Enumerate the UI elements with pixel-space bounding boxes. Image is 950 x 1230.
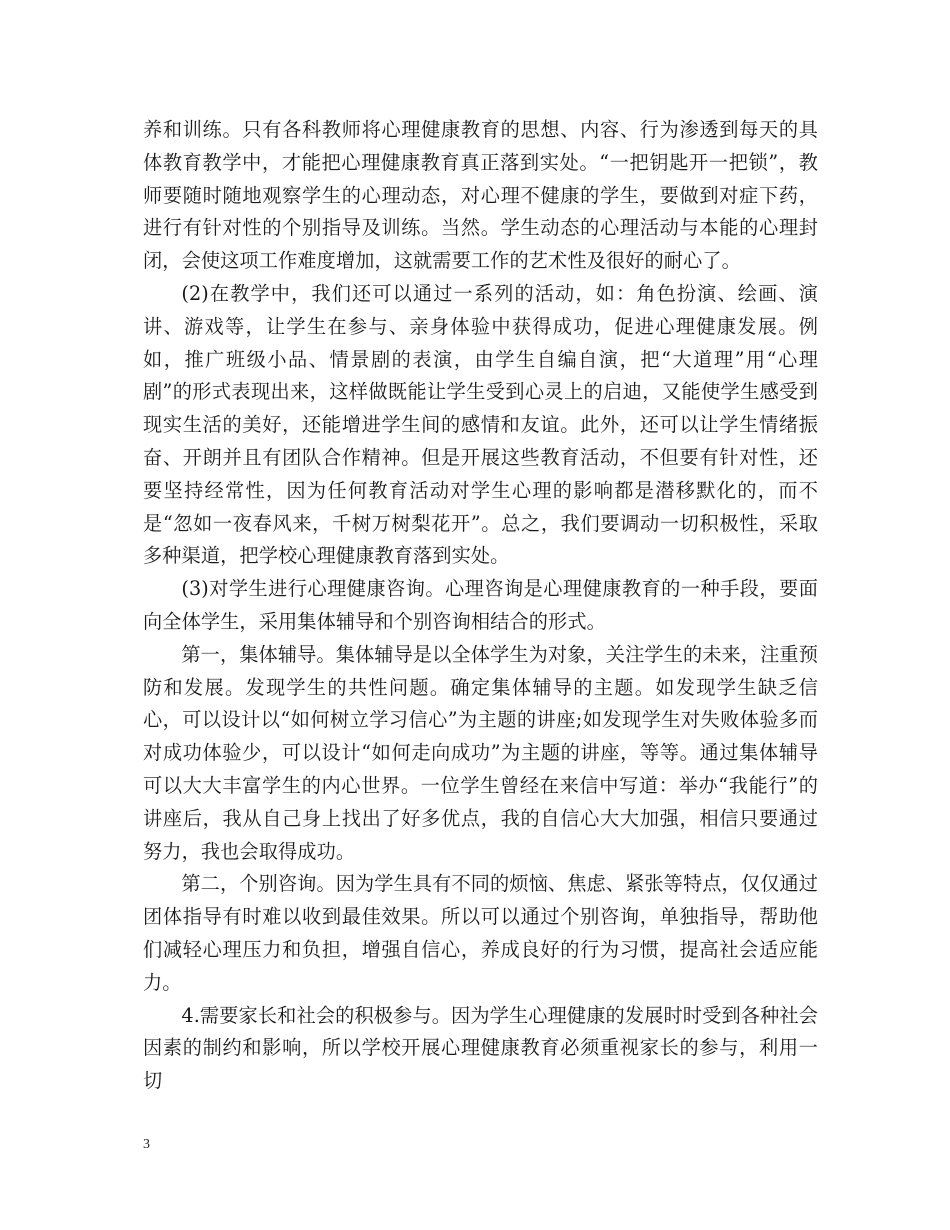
paragraph-parents-society: 4.需要家长和社会的积极参与。因为学生心理健康的发展时时受到各种社会因素的制约和影响，所以学校开展心理健康教育必须重视家长的参与，利用一切 [143, 1003, 818, 1093]
body-text [143, 114, 818, 1098]
paragraph-continuation: 养和训练。只有各科教师将心理健康教育的思想、内容、行为渗透到每天的具体教育教学中，才能把心理健康教育真正落到实处。“一把钥匙开一把锁”，教师要随时随地观察学生的心理动态，对心理不健康的学生，要做到对症下药，进行有针对性的个别指导及训练。当然。学生动态的心理活动与本能的心理封闭，会使这项工作难度增加，这就需要工作的艺术性及很好的耐心了。 [143, 118, 818, 273]
paragraph-activities: (2)在教学中，我们还可以通过一系列的活动，如：角色扮演、绘画、演讲、游戏等，让学生在参与、亲身体验中获得成功，促进心理健康发展。例如，推广班级小品、情景剧的表演，由学生自编自演，把“大道理”用“心理剧”的形式表现出来，这样做既能让学生受到心灵上的启迪，又能使学生感受到现实生活的美好，还能增进学生间的感情和友谊。此外，还可以让学生情绪振奋、开朗并且有团队合作精神。但是开展这些教育活动，不但要有针对性，还要坚持经常性，因为任何教育活动对学生心理的影响都是潜移默化的，而不是“忽如一夜春风来，千树万树梨花开”。总之，我们要调动一切积极性，采取多种渠道，把学校心理健康教育落到实处。 [143, 281, 818, 568]
paragraph-group-guidance: 第一，集体辅导。集体辅导是以全体学生为对象，关注学生的未来，注重预防和发展。发现学生的共性问题。确定集体辅导的主题。如发现学生缺乏信心，可以设计以“如何树立学习信心”为主题的讲座;如发现学生对失败体验多而对成功体验少，可以设计“如何走向成功”为主题的讲座，等等。通过集体辅导可以大大丰富学生的内心世界。一位学生曾经在来信中写道：举办“我能行”的讲座后，我从自己身上找出了好多优点，我的自信心大大加强，相信只要通过努力，我也会取得成功。 [143, 642, 818, 863]
page-number: 3 [143, 1137, 150, 1152]
paragraph-individual-counseling: 第二，个别咨询。因为学生具有不同的烦恼、焦虑、紧张等特点，仅仅通过团体指导有时难以收到最佳效果。所以可以通过个别咨询，单独指导，帮助他们减轻心理压力和负担，增强自信心，养成良好的行为习惯，提高社会适应能力。 [143, 872, 818, 994]
paragraph-counseling: (3)对学生进行心理健康咨询。心理咨询是心理健康教育的一种手段，要面向全体学生，采用集体辅导和个别咨询相结合的形式。 [143, 577, 818, 633]
